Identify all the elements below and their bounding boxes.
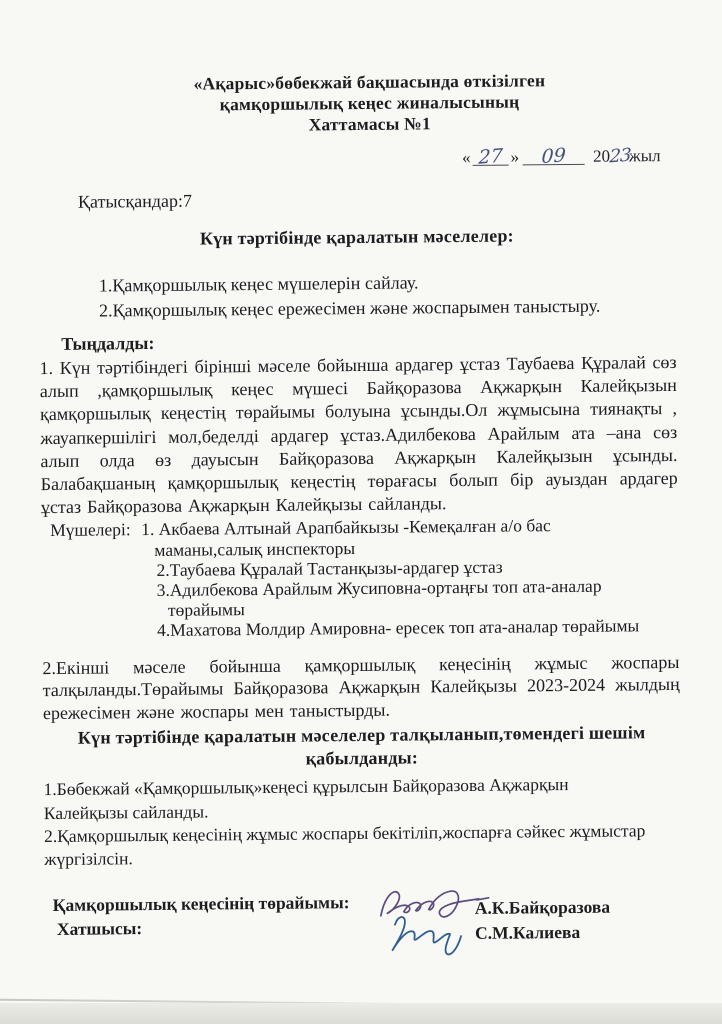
member-lines bbox=[141, 515, 639, 641]
member-line: төрайымы bbox=[167, 599, 245, 621]
decision-line: жүргізілсін. bbox=[44, 848, 133, 870]
agenda-items bbox=[99, 268, 676, 323]
agenda-item-2: 2.Қамқоршылық кеңес ережесімен және жоспарымен таныстыру. bbox=[98, 295, 601, 321]
decision-line: Калейқызы сайланды. bbox=[43, 801, 209, 823]
member-line: 1. Акбаева Алтынай Арапбайкызы -Кемеқалған а/о бас bbox=[141, 515, 551, 540]
handwritten-month: 09 bbox=[541, 144, 567, 169]
member-line: 3.Адилбекова Арайлым Жусиповна-ортаңғы топ ата-аналар bbox=[156, 575, 602, 600]
secretary-signature-icon bbox=[385, 908, 476, 963]
date-day-blank bbox=[472, 144, 508, 169]
handwritten-year: 23 bbox=[609, 144, 632, 168]
document-title bbox=[51, 69, 689, 138]
agenda-heading: Күн тәртібінде қаралатын мәселелер: bbox=[199, 225, 514, 249]
decision-line: 2.Қамқоршылық кеңесінің жұмыс жоспары бекітіліп,жоспарға сәйкес жұмыстар bbox=[43, 820, 646, 846]
photo-background-edge bbox=[0, 1003, 722, 1024]
title-line-1: «Ақарыс»бөбекжай бақшасында өткізілген bbox=[193, 70, 546, 94]
discussion-paragraph-2: 2.Екінші мәселе бойынша қамқоршылық кеңесінің жұмыс жоспары талқыланды.Төрайымы Байқоразова Ақжарқын Калейқызы 2023-2024 жылдың ережесімен және жоспары мен таныстырды. bbox=[42, 651, 680, 723]
decision-heading bbox=[43, 721, 680, 772]
date-century: 20 bbox=[592, 146, 611, 166]
chair-name: А.К.Байқоразова bbox=[474, 896, 611, 919]
member-line: 4.Махатова Молдир Амировна- ересек топ ата-аналар төрайымы bbox=[157, 615, 640, 641]
member-line: маманы,салық инспекторы bbox=[154, 537, 356, 560]
chair-label: Қамқоршылық кеңесінің төрайымы: bbox=[52, 892, 350, 916]
date-open-quote: « bbox=[461, 147, 471, 168]
date-month-blank bbox=[523, 144, 585, 169]
decision-heading-line-1: Күн тәртібінде қаралатын мәселелер талқыланып,төмендегі шешім bbox=[77, 722, 646, 749]
signature-block bbox=[45, 889, 683, 995]
secretary-label: Хатшысы: bbox=[56, 918, 143, 940]
title-line-3: Хаттамасы №1 bbox=[308, 113, 431, 135]
handwritten-day: 27 bbox=[477, 144, 504, 169]
members-list bbox=[41, 514, 679, 641]
decision-heading-line-2: қабылданды: bbox=[305, 747, 419, 769]
heard-label: Тыңдалды: bbox=[61, 332, 155, 354]
agenda-item-1: 1.Қамқоршылық кеңес мүшелерін сайлау. bbox=[98, 272, 419, 296]
decisions bbox=[44, 772, 682, 871]
members-label: Мүшелері: bbox=[50, 519, 131, 541]
date-suffix: жыл bbox=[628, 146, 661, 166]
date-close-quote: » bbox=[510, 147, 520, 167]
date-line bbox=[38, 145, 661, 172]
title-line-2: қамқоршылық кеңес жиналысының bbox=[219, 91, 520, 115]
member-line: 2.Таубаева Құралай Тастанқызы-ардагер ұстаз bbox=[156, 556, 503, 580]
secretary-name: С.М.Калиева bbox=[474, 922, 581, 944]
discussion-paragraph-1: 1. Күн тәртібіндегі бірінші мәселе бойынша ардагер ұстаз Таубаева Құралай сөз алып ,қамқоршылық кеңес мүшесі Байқоразова Ақжарқын Калейқызын қамқоршылық кеңестің төрайымы болуына ұсынды.Ол жұмысына тиянақты , жауапкершілігі мол,беделді ардагер ұстаз.Адилбекова Арайлым ата –ана сөз алып олда өз дауысын Байқоразова Ақжарқын Калейқызын ұсынды. Балабақшаның қамқоршылық кеңестің төрағасы болып бір ауыздан ардагер ұстаз Байқоразова Ақжарқын Калейқызы сайланды. bbox=[39, 351, 678, 518]
decision-line: 1.Бөбекжай «Қамқоршылық»кеңесі құрылсын Байқоразова Ақжарқын bbox=[43, 774, 569, 800]
attendees-line: Қатысқандар:7 bbox=[77, 190, 193, 212]
